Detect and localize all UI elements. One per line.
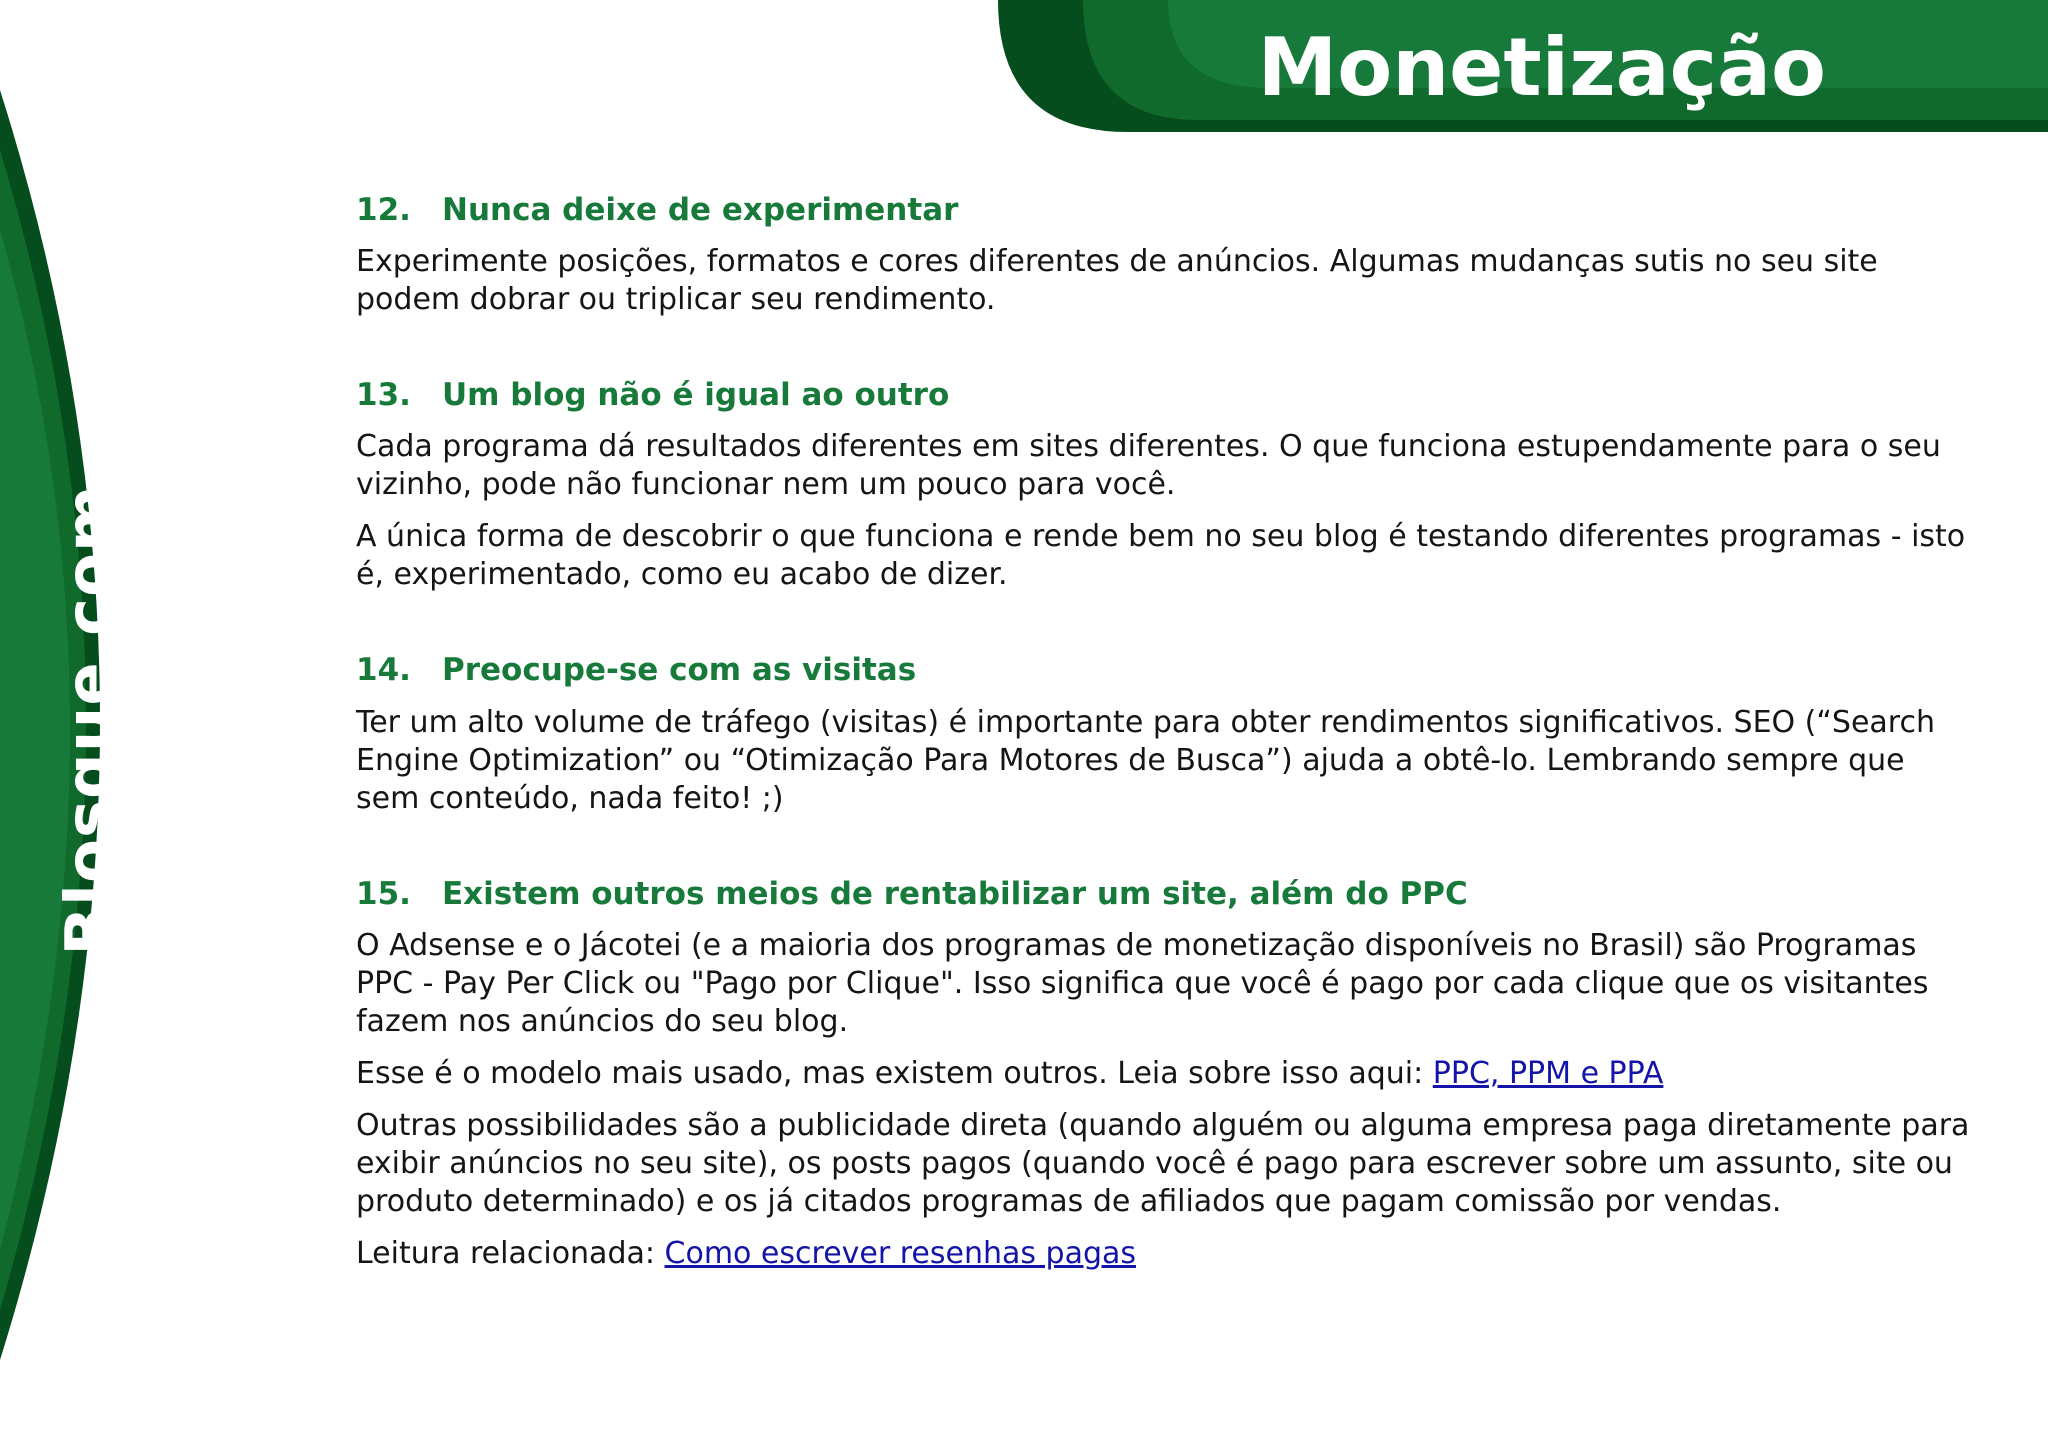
- section-heading: [356, 652, 1976, 689]
- paragraph: Cada programa dá resultados diferentes em sites diferentes. O que funciona estupendamente para o seu vizinho, pode não funcionar nem um pouco para você.: [356, 429, 1941, 503]
- resenhas-pagas-link[interactable]: Como escrever resenhas pagas: [664, 1235, 1137, 1271]
- section-number: 13.: [356, 377, 411, 414]
- paragraph-with-link: [356, 1235, 1976, 1273]
- section-number: 14.: [356, 652, 411, 689]
- section-number: 15.: [356, 875, 411, 912]
- paragraph: A única forma de descobrir o que funciona e rende bem no seu blog é testando diferentes programas - isto é, experimentado, como eu acabo de dizer.: [356, 519, 1966, 593]
- section-number: 12.: [356, 192, 411, 228]
- paragraph: Ter um alto volume de tráfego (visitas) é importante para obter rendimentos significativos. SEO (“Search Engine Optimization” ou “Otimização Para Motores de Busca”) ajuda a obtê-lo. Lembrando sempre que sem conteúdo, nada feito! ;): [356, 704, 1935, 816]
- section-13: [356, 377, 1976, 594]
- paragraph-text: Leitura relacionada:: [356, 1235, 665, 1271]
- section-15: [356, 876, 1976, 1273]
- section-heading: [356, 377, 1976, 414]
- section-title: Preocupe-se com as visitas: [442, 652, 917, 689]
- paragraph-text: Esse é o modelo mais usado, mas existem outros. Leia sobre isso aqui:: [356, 1055, 1433, 1091]
- page-title: Monetização: [1257, 21, 1826, 114]
- paragraph-with-link: [356, 1055, 1976, 1093]
- side-brand-text: Blosque.com: [53, 484, 127, 956]
- paragraph: O Adsense e o Jácotei (e a maioria dos programas de monetização disponíveis no Brasil) são Programas PPC - Pay Per Click ou "Pago por Clique". Isso significa que você é pago por cada clique que os visitantes fazem nos anúncios do seu blog.: [356, 927, 1929, 1039]
- ppc-ppm-ppa-link[interactable]: PPC, PPM e PPA: [1432, 1055, 1664, 1091]
- section-heading: [356, 876, 1976, 913]
- section-heading: [356, 192, 1976, 229]
- paragraph: Outras possibilidades são a publicidade direta (quando alguém ou alguma empresa paga diretamente para exibir anúncios no seu site), os posts pagos (quando você é pago para escrever sobre um assunto, site ou produto determinado) e os já citados programas de afiliados que pagam comissão por vendas.: [356, 1107, 1970, 1219]
- section-title: Existem outros meios de rentabilizar um site, além do PPC: [442, 875, 1468, 912]
- section-title: Um blog não é igual ao outro: [442, 377, 950, 414]
- section-title: Nunca deixe de experimentar: [442, 192, 959, 228]
- paragraph: Experimente posições, formatos e cores diferentes de anúncios. Algumas mudanças sutis no seu site podem dobrar ou triplicar seu rendimento.: [356, 244, 1878, 318]
- section-12: [356, 192, 1976, 319]
- section-14: [356, 652, 1976, 817]
- main-content: [356, 192, 1976, 1331]
